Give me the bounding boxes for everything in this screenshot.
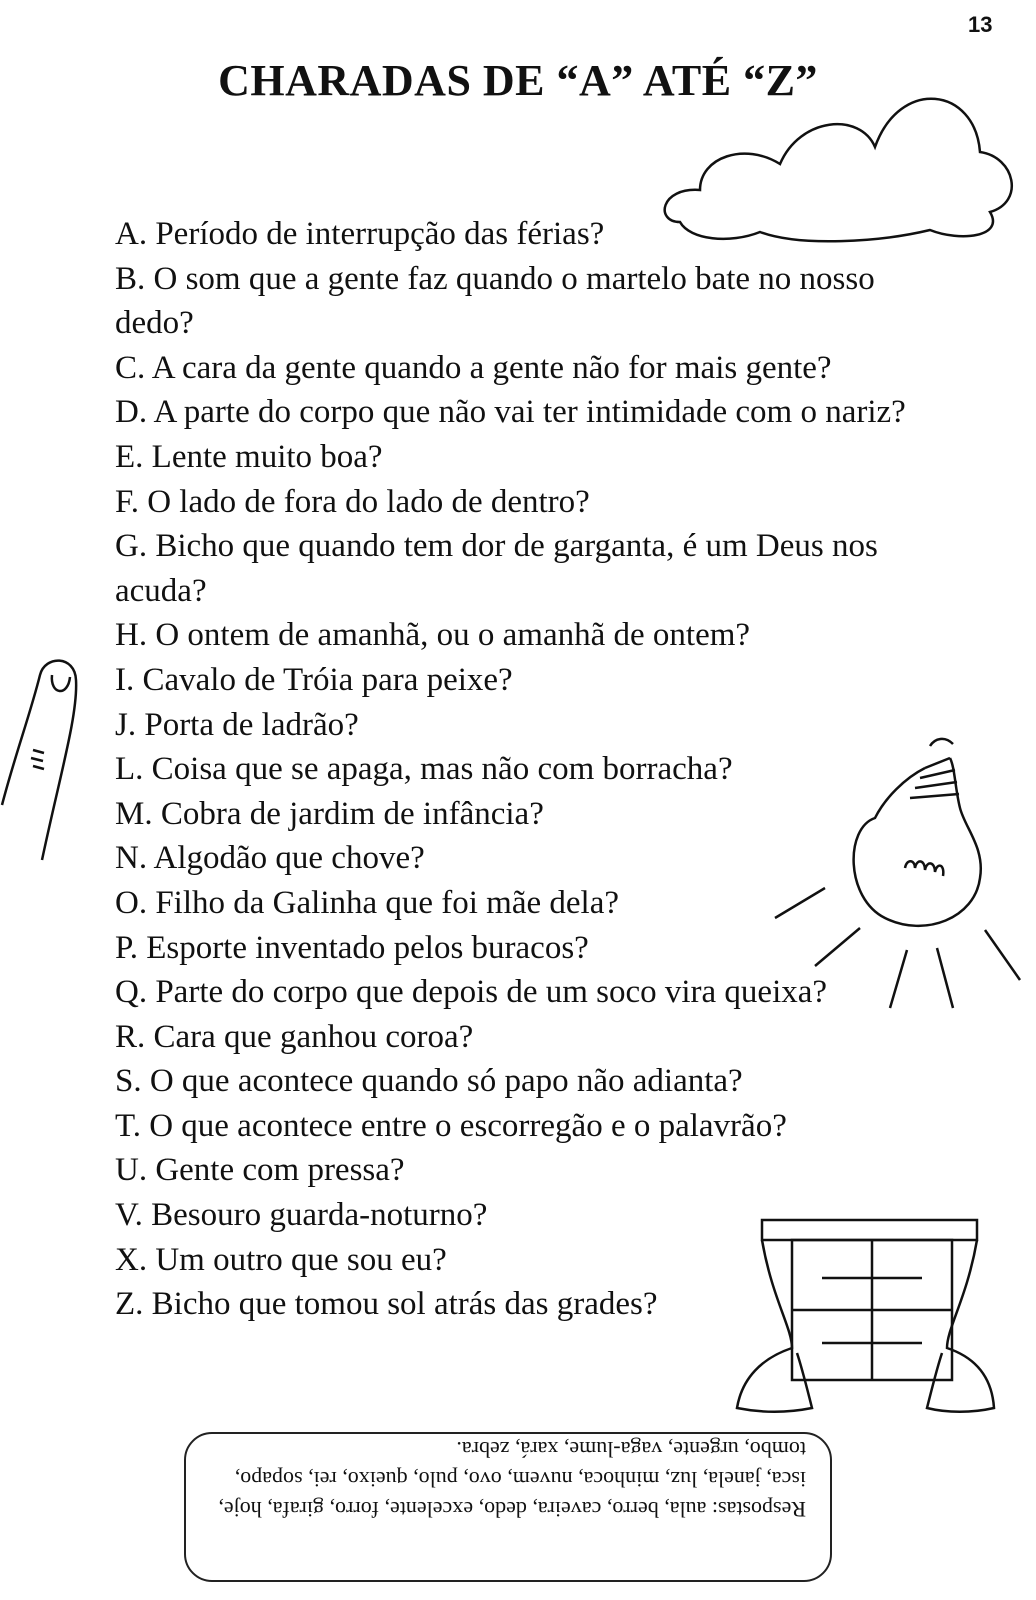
riddle-u: U. Gente com pressa?: [115, 1152, 405, 1189]
riddle-a: A. Período de interrupção das férias?: [115, 216, 605, 252]
riddle-x: X. Um outro que sou eu?: [115, 1241, 447, 1278]
riddle-j: J. Porta de ladrão?: [115, 706, 359, 743]
finger-icon: [0, 655, 85, 865]
riddle-list: [115, 212, 915, 1327]
riddle-n: N. Algodão que chove?: [115, 840, 425, 877]
riddle-r: R. Cara que ganhou coroa?: [115, 1018, 474, 1055]
riddle-b: B. O som que a gente faz quando o martelo bate no nosso dedo?: [115, 260, 875, 342]
riddle-p: P. Esporte inventado pelos buracos?: [115, 929, 589, 966]
riddle-d: D. A parte do corpo que não vai ter intimidade com o nariz?: [115, 394, 906, 431]
riddle-t: T. O que acontece entre o escorregão e o palavrão?: [115, 1107, 787, 1144]
page-number: 13: [968, 12, 993, 37]
page-title: CHARADAS DE “A” ATÉ “Z”: [218, 56, 818, 106]
answers-text: Respostas: aula, berro, caveira, dedo, excelente, forro, girafa, hoje, isca, janela, luz, minhoca, nuvem, ovo, pulo, queixo, rei, sopapo, tombo, urgente, vaga-lume, xará, zebra.: [218, 1437, 806, 1522]
riddle-s: S. O que acontece quando só papo não adianta?: [115, 1063, 743, 1100]
riddle-h: H. O ontem de amanhã, ou o amanhã de ontem?: [115, 617, 751, 654]
riddle-m: M. Cobra de jardim de infância?: [115, 795, 544, 832]
riddle-f: F. O lado de fora do lado de dentro?: [115, 483, 590, 520]
riddle-q: Q. Parte do corpo que depois de um soco vira queixa?: [115, 974, 828, 1011]
answers-box: [184, 1432, 832, 1582]
riddle-c: C. A cara da gente quando a gente não for mais gente?: [115, 349, 832, 386]
riddle-o: O. Filho da Galinha que foi mãe dela?: [115, 884, 620, 921]
riddle-v: V. Besouro guarda-noturno?: [115, 1197, 488, 1234]
riddle-e: E. Lente muito boa?: [115, 438, 383, 475]
riddle-l: L. Coisa que se apaga, mas não com borracha?: [115, 751, 733, 788]
riddle-i: I. Cavalo de Tróia para peixe?: [115, 661, 513, 698]
riddle-g: G. Bicho que quando tem dor de garganta, é um Deus nos acuda?: [115, 528, 878, 609]
riddle-z: Z. Bicho que tomou sol atrás das grades?: [115, 1286, 658, 1323]
